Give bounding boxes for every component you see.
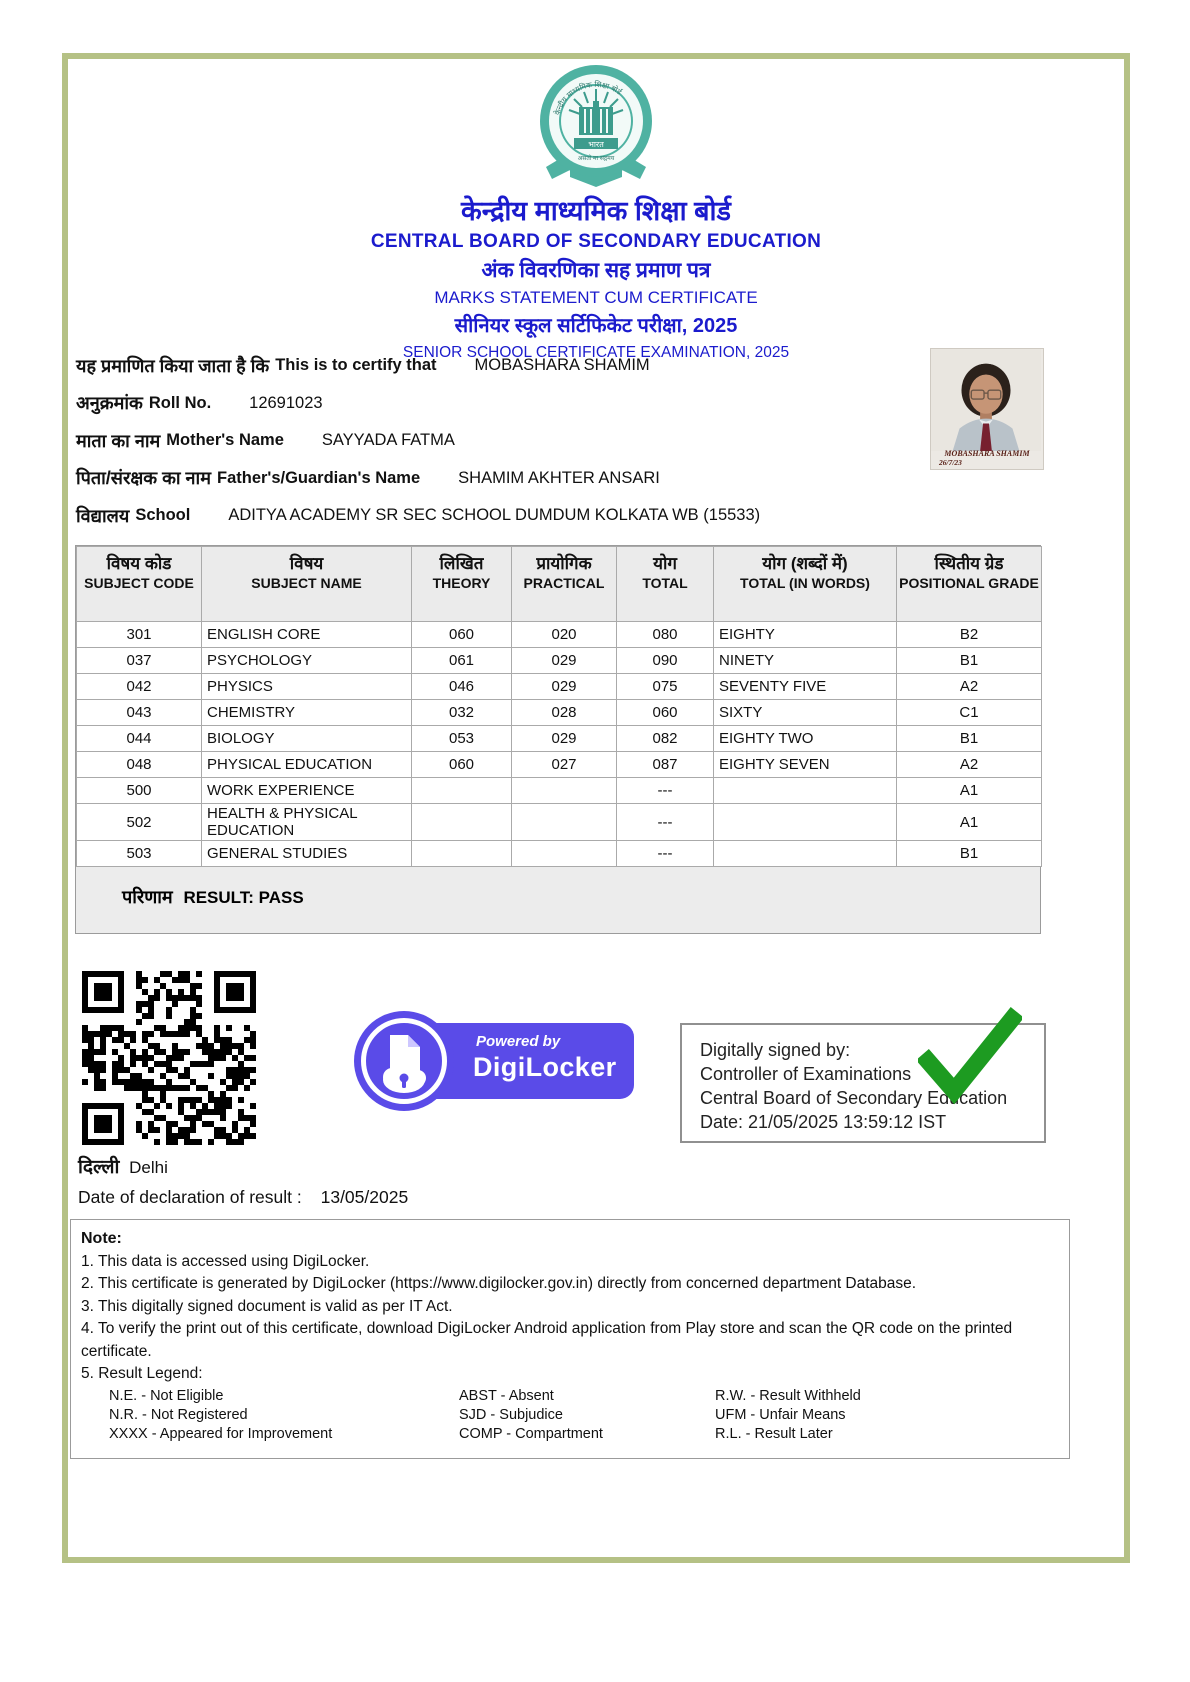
school-label-english: School [135,506,191,525]
cell-words [714,778,897,804]
header-practical: प्रायोगिक PRACTICAL [512,547,617,622]
legend-entry: R.L. - Result Later [715,1425,833,1442]
marks-table-header-row [77,547,1042,622]
cell-practical [512,804,617,841]
signature-line: Digitally signed by: [700,1040,851,1060]
legend-entry: UFM - Unfair Means [715,1406,846,1423]
cell-code: 044 [77,726,202,752]
doc-title-hindi: अंक विवरणिका सह प्रमाण पत्र [481,259,711,282]
note-item: 1. This data is accessed using DigiLocker. [81,1252,370,1270]
note-item: 3. This digitally signed document is valid as per IT Act. [81,1297,453,1315]
result-legend [81,1387,1059,1444]
legend-entry: COMP - Compartment [459,1425,603,1442]
certify-row [76,347,921,385]
org-name-hindi: केन्द्रीय माध्यमिक शिक्षा बोर्ड [461,196,731,226]
cell-words [714,804,897,841]
note-item: 2. This certificate is generated by DigiLocker (https://www.digilocker.gov.in) directly from concerned department Database. [81,1275,917,1292]
cbse-logo [536,63,656,189]
cell-name: PSYCHOLOGY [202,648,412,674]
signature-line: Central Board of Secondary Education [700,1088,1008,1108]
table-row [77,674,1042,700]
cell-theory: 046 [412,674,512,700]
exam-title-english: SENIOR SCHOOL CERTIFICATE EXAMINATION, 2025 [402,344,790,361]
mother-label-english: Mother's Name [166,431,284,450]
cell-total: 075 [617,674,714,700]
cell-grade: C1 [897,700,1042,726]
cell-total: 080 [617,622,714,648]
school-name: ADITYA ACADEMY SR SEC SCHOOL DUMDUM KOLKATA WB (15533) [228,506,761,525]
certificate-frame [62,53,1130,1563]
legend-entry: R.W. - Result Withheld [715,1387,861,1404]
qr-code [82,971,256,1145]
roll-label-hindi: अनुक्रमांक [76,393,143,414]
cell-practical: 029 [512,648,617,674]
cell-theory [412,804,512,841]
certify-label-hindi: यह प्रमाणित किया जाता है कि [76,355,270,376]
cell-code: 503 [77,841,202,867]
roll-label-english: Roll No. [148,393,212,412]
legend-row [109,1425,1059,1444]
cell-words [714,841,897,867]
cell-grade: B1 [897,726,1042,752]
marks-table [76,546,1042,867]
result-band [76,867,1040,933]
mother-label-hindi: माता का नाम [76,430,161,451]
org-name-english: CENTRAL BOARD OF SECONDARY EDUCATION [370,231,822,252]
exam-title-hindi: सीनियर स्कूल सर्टिफिकेट परीक्षा, 2025 [454,315,738,337]
signature-line: Date: 21/05/2025 13:59:12 IST [700,1112,947,1132]
mother-row [76,422,921,460]
cell-theory: 053 [412,726,512,752]
legend-row [109,1406,1059,1425]
cell-total: 060 [617,700,714,726]
cell-words: SEVENTY FIVE [714,674,897,700]
cell-theory: 060 [412,752,512,778]
legend-row [109,1387,1059,1406]
cell-grade: A1 [897,804,1042,841]
header-total: योग TOTAL [617,547,714,622]
declaration-label: Date of declaration of result : [78,1187,302,1207]
cell-total: --- [617,841,714,867]
cell-words: NINETY [714,648,897,674]
father-label-english: Father's/Guardian's Name [216,468,421,487]
portrait-image [931,349,1041,451]
school-label-hindi: विद्यालय [76,505,130,526]
cell-code: 048 [77,752,202,778]
cell-name: ENGLISH CORE [202,622,412,648]
marks-table-body [77,622,1042,867]
note-title: Note: [81,1230,122,1247]
note-item: 5. Result Legend: [81,1365,203,1382]
place-english: Delhi [129,1158,168,1177]
legend-entry: N.R. - Not Registered [109,1406,248,1423]
table-row [77,841,1042,867]
cell-name: HEALTH & PHYSICAL EDUCATION [202,804,412,841]
table-row [77,700,1042,726]
cell-practical [512,778,617,804]
cell-grade: A1 [897,778,1042,804]
cell-theory: 032 [412,700,512,726]
doc-title-english: MARKS STATEMENT CUM CERTIFICATE [434,288,758,307]
place-line [78,1153,168,1179]
cell-name: BIOLOGY [202,726,412,752]
table-row [77,752,1042,778]
declaration-line [78,1187,408,1208]
cell-words: EIGHTY TWO [714,726,897,752]
cell-theory: 060 [412,622,512,648]
cell-grade: B1 [897,648,1042,674]
cell-grade: B1 [897,841,1042,867]
cell-name: GENERAL STUDIES [202,841,412,867]
note-items [81,1251,1059,1386]
mother-name: SAYYADA FATMA [321,431,455,450]
powered-by-label: Powered by [476,1033,561,1050]
result-label-hindi: परिणाम [122,887,173,907]
cell-theory: 061 [412,648,512,674]
logo-banner-text: भारत [588,140,604,149]
cell-code: 502 [77,804,202,841]
father-row [76,460,921,498]
candidate-info [76,347,921,535]
cell-code: 037 [77,648,202,674]
cell-name: PHYSICAL EDUCATION [202,752,412,778]
cell-total: 090 [617,648,714,674]
certify-label-english: This is to certify that [275,356,437,375]
cell-total: 082 [617,726,714,752]
header-subject-code: विषय कोड SUBJECT CODE [77,547,202,622]
cell-total: 087 [617,752,714,778]
digilocker-brand: DigiLocker [473,1052,617,1082]
cell-name: PHYSICS [202,674,412,700]
cell-name: CHEMISTRY [202,700,412,726]
table-row [77,804,1042,841]
cell-code: 043 [77,700,202,726]
legend-entry: SJD - Subjudice [459,1406,563,1423]
digilocker-logo-icon [354,1011,454,1111]
legend-entry: XXXX - Appeared for Improvement [109,1425,333,1442]
father-label-hindi: पिता/संरक्षक का नाम [76,468,211,489]
legend-entry: N.E. - Not Eligible [109,1387,224,1404]
school-row [76,497,921,535]
father-name: SHAMIM AKHTER ANSARI [458,468,660,487]
cell-practical: 029 [512,726,617,752]
marks-table-section [75,545,1041,934]
cell-practical [512,841,617,867]
cell-total: --- [617,778,714,804]
green-checkmark-icon [918,1007,1022,1105]
logo-motto-text: असतो मा सद्गमय [577,156,615,162]
header-positional-grade: स्थितीय ग्रेड POSITIONAL GRADE [897,547,1042,622]
table-row [77,622,1042,648]
place-hindi: दिल्ली [78,1157,120,1178]
cell-practical: 028 [512,700,617,726]
result-text: RESULT: PASS [183,888,304,907]
roll-number: 12691023 [249,393,323,412]
cell-practical: 027 [512,752,617,778]
logo-ring-text: केन्द्रीय माध्यमिक शिक्षा बोर्ड [552,79,624,117]
cell-name: WORK EXPERIENCE [202,778,412,804]
table-row [77,778,1042,804]
candidate-photo [930,348,1044,470]
cell-grade: B2 [897,622,1042,648]
cell-words: EIGHTY SEVEN [714,752,897,778]
header-theory: लिखित THEORY [412,547,512,622]
cell-theory [412,778,512,804]
cell-grade: A2 [897,752,1042,778]
digilocker-badge [354,1011,644,1111]
cell-total: --- [617,804,714,841]
legend-entry: ABST - Absent [459,1387,554,1404]
cell-grade: A2 [897,674,1042,700]
photo-caption-name: MOBASHARA SHAMIM [944,449,1030,458]
signature-line: Controller of Examinations [700,1064,912,1084]
cell-practical: 020 [512,622,617,648]
header-total-words: योग (शब्दों में) TOTAL (IN WORDS) [714,547,897,622]
cell-practical: 029 [512,674,617,700]
cell-code: 500 [77,778,202,804]
cell-words: EIGHTY [714,622,897,648]
certificate-header [68,63,1124,362]
cell-code: 042 [77,674,202,700]
cell-code: 301 [77,622,202,648]
cell-theory [412,841,512,867]
table-row [77,648,1042,674]
declaration-date: 13/05/2025 [320,1187,409,1207]
header-subject-name: विषय SUBJECT NAME [202,547,412,622]
cell-words: SIXTY [714,700,897,726]
note-box [70,1219,1070,1459]
candidate-name: MOBASHARA SHAMIM [474,356,650,375]
table-row [77,726,1042,752]
photo-caption-date: 26/7/23 [939,458,962,467]
roll-row [76,385,921,423]
note-item: 4. To verify the print out of this certificate, download DigiLocker Android application from Play store and scan the QR code on the printed certificate. [81,1320,1013,1360]
